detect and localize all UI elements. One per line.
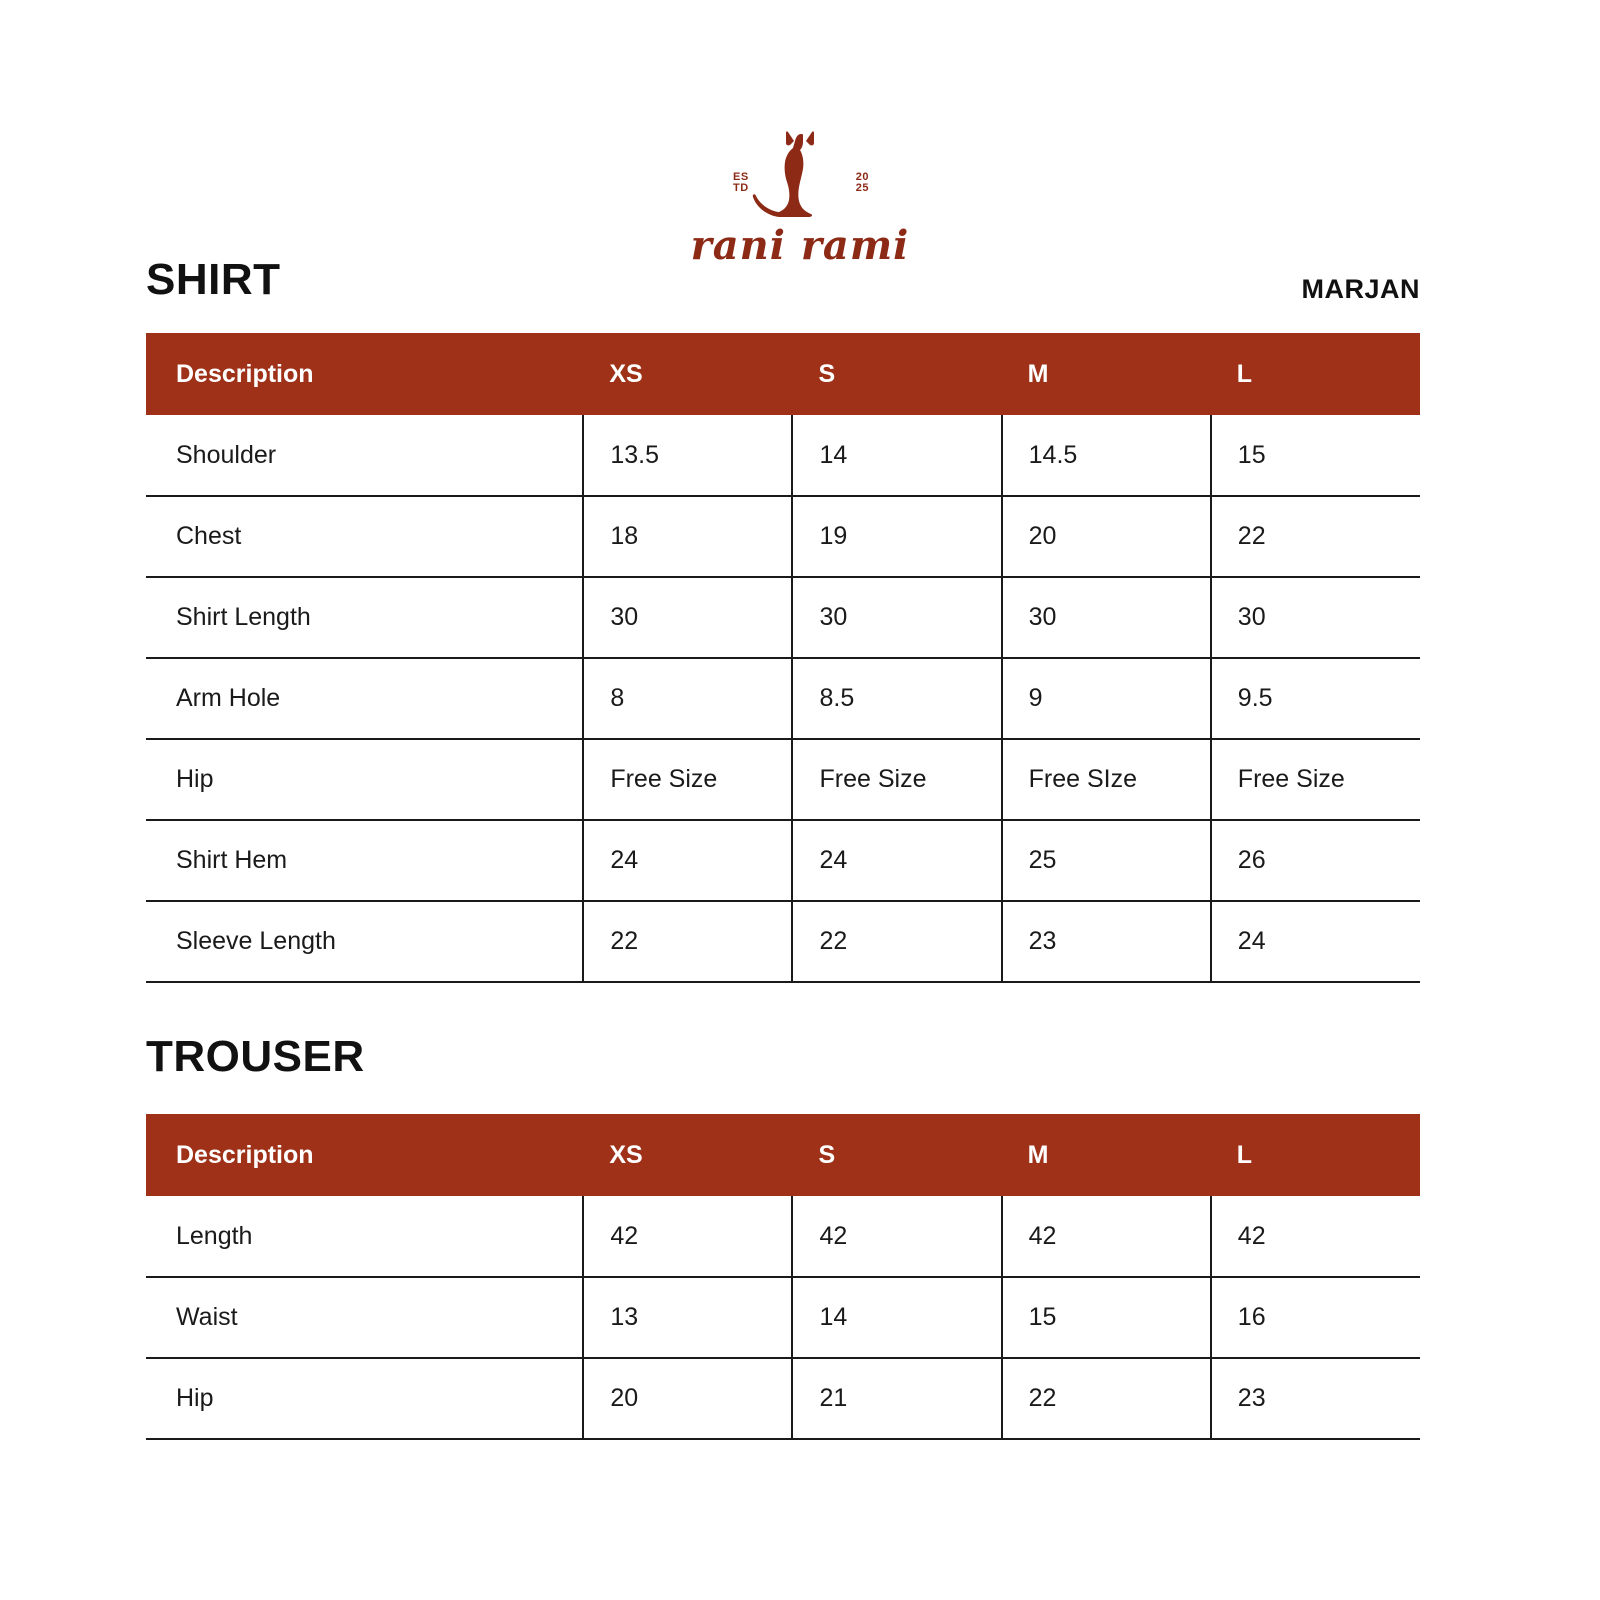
table-row	[146, 901, 1420, 982]
measurement-value-m: 30	[1002, 577, 1211, 658]
column-header-m: M	[1002, 333, 1211, 415]
column-header-s: S	[792, 1114, 1001, 1196]
trouser-section-title: TROUSER	[146, 1032, 365, 1081]
measurement-value-l: 26	[1211, 820, 1420, 901]
measurement-label: Waist	[146, 1277, 583, 1358]
trouser-size-table	[146, 1114, 1420, 1440]
table-row	[146, 415, 1420, 496]
measurement-value-xs: Free Size	[583, 739, 792, 820]
shirt-title-row	[146, 255, 1420, 305]
cat-logo-icon	[705, 128, 895, 228]
measurement-label: Shirt Hem	[146, 820, 583, 901]
product-name: MARJAN	[1301, 274, 1420, 304]
table-row	[146, 577, 1420, 658]
measurement-value-xs: 30	[583, 577, 792, 658]
measurement-value-l: 16	[1211, 1277, 1420, 1358]
measurement-value-xs: 42	[583, 1196, 792, 1277]
measurement-value-m: Free SIze	[1002, 739, 1211, 820]
measurement-value-l: 30	[1211, 577, 1420, 658]
brand-logo	[0, 128, 1600, 269]
measurement-value-l: 22	[1211, 496, 1420, 577]
table-row	[146, 1196, 1420, 1277]
column-header-xs: XS	[583, 333, 792, 415]
measurement-value-xs: 24	[583, 820, 792, 901]
shirt-section-title: SHIRT	[146, 255, 281, 304]
measurement-value-s: 19	[792, 496, 1001, 577]
column-header-s: S	[792, 333, 1001, 415]
measurement-label: Arm Hole	[146, 658, 583, 739]
measurement-value-s: 24	[792, 820, 1001, 901]
measurement-value-s: 14	[792, 415, 1001, 496]
measurement-value-xs: 22	[583, 901, 792, 982]
logo-year-label: 20 25	[855, 171, 869, 194]
measurement-value-m: 9	[1002, 658, 1211, 739]
measurement-value-xs: 8	[583, 658, 792, 739]
measurement-value-m: 25	[1002, 820, 1211, 901]
measurement-label: Hip	[146, 1358, 583, 1439]
column-header-l: L	[1211, 333, 1420, 415]
measurement-value-l: 9.5	[1211, 658, 1420, 739]
table-row	[146, 658, 1420, 739]
table-row	[146, 739, 1420, 820]
measurement-label: Hip	[146, 739, 583, 820]
measurement-value-m: 23	[1002, 901, 1211, 982]
measurement-label: Shirt Length	[146, 577, 583, 658]
measurement-value-s: 8.5	[792, 658, 1001, 739]
measurement-value-s: 21	[792, 1358, 1001, 1439]
measurement-value-xs: 20	[583, 1358, 792, 1439]
measurement-label: Chest	[146, 496, 583, 577]
measurement-value-s: 14	[792, 1277, 1001, 1358]
measurement-value-xs: 13.5	[583, 415, 792, 496]
measurement-value-m: 15	[1002, 1277, 1211, 1358]
measurement-label: Shoulder	[146, 415, 583, 496]
measurement-value-xs: 13	[583, 1277, 792, 1358]
measurement-value-s: 22	[792, 901, 1001, 982]
logo-est-label: ES TD	[733, 171, 749, 194]
measurement-value-m: 20	[1002, 496, 1211, 577]
logo-wordmark: rani rami	[690, 222, 910, 269]
table-header-row	[146, 333, 1420, 415]
measurement-value-s: Free Size	[792, 739, 1001, 820]
table-row	[146, 1358, 1420, 1439]
table-row	[146, 1277, 1420, 1358]
table-header-row	[146, 1114, 1420, 1196]
shirt-size-table	[146, 333, 1420, 983]
measurement-value-l: 42	[1211, 1196, 1420, 1277]
measurement-label: Sleeve Length	[146, 901, 583, 982]
measurement-value-s: 30	[792, 577, 1001, 658]
column-header-l: L	[1211, 1114, 1420, 1196]
measurement-value-l: 24	[1211, 901, 1420, 982]
measurement-value-l: 15	[1211, 415, 1420, 496]
measurement-value-l: 23	[1211, 1358, 1420, 1439]
trouser-title-row	[146, 1032, 1420, 1082]
table-row	[146, 496, 1420, 577]
measurement-label: Length	[146, 1196, 583, 1277]
table-row	[146, 820, 1420, 901]
measurement-value-xs: 18	[583, 496, 792, 577]
column-header-m: M	[1002, 1114, 1211, 1196]
measurement-value-l: Free Size	[1211, 739, 1420, 820]
measurement-value-m: 42	[1002, 1196, 1211, 1277]
measurement-value-m: 22	[1002, 1358, 1211, 1439]
column-header-description: Description	[146, 1114, 583, 1196]
measurement-value-m: 14.5	[1002, 415, 1211, 496]
measurement-value-s: 42	[792, 1196, 1001, 1277]
column-header-description: Description	[146, 333, 583, 415]
column-header-xs: XS	[583, 1114, 792, 1196]
